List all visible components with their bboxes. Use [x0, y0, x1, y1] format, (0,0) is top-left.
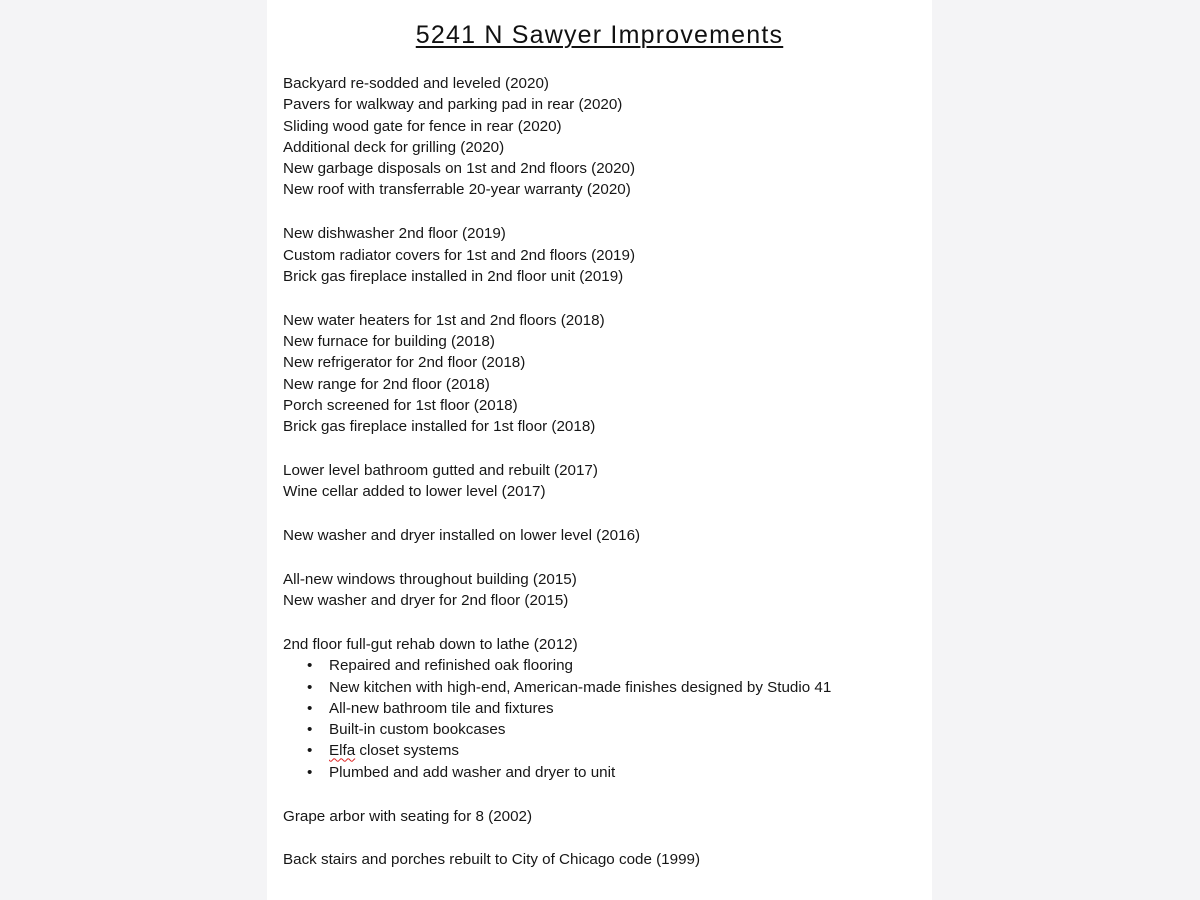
- improvement-item: Custom radiator covers for 1st and 2nd floors (2019): [283, 246, 636, 264]
- bullet-icon: •: [307, 763, 313, 781]
- improvement-item: New roof with transferrable 20-year warranty (2020): [283, 181, 631, 199]
- sub-bullet-item: [283, 719, 932, 740]
- improvement-item: New furnace for building (2018): [283, 332, 495, 350]
- sub-bullet-item: [283, 655, 932, 676]
- group-spacer: [283, 287, 932, 310]
- improvement-item: Brick gas fireplace installed for 1st floor (2018): [283, 418, 596, 436]
- improvement-item: New range for 2nd floor (2018): [283, 375, 490, 393]
- group-spacer: [283, 201, 932, 224]
- spellcheck-flagged-word[interactable]: Elfa: [329, 742, 356, 760]
- improvement-item: New dishwasher 2nd floor (2019): [283, 225, 506, 243]
- improvement-item: Brick gas fireplace installed in 2nd floor unit (2019): [283, 267, 624, 285]
- improvement-item: Back stairs and porches rebuilt to City of Chicago code (1999): [283, 851, 701, 869]
- group-spacer: [283, 546, 932, 569]
- improvement-item: Pavers for walkway and parking pad in rear (2020): [283, 96, 623, 114]
- document-page: [267, 0, 932, 900]
- sub-bullet-item: [283, 740, 932, 761]
- group-spacer: [283, 827, 932, 850]
- group-spacer: [283, 503, 932, 526]
- sub-bullet-item: [283, 762, 932, 783]
- bullet-icon: •: [307, 721, 313, 739]
- improvement-item: New washer and dryer for 2nd floor (2015): [283, 592, 569, 610]
- group-spacer: [283, 611, 932, 634]
- sub-bullet-item: [283, 677, 932, 698]
- improvement-item: Grape arbor with seating for 8 (2002): [283, 807, 533, 825]
- bullet-icon: •: [307, 678, 313, 696]
- sub-bullet-text: Repaired and refinished oak flooring: [329, 657, 574, 675]
- document-title: 5241 N Sawyer Improvements: [415, 21, 784, 49]
- sub-bullet-item: [283, 698, 932, 719]
- improvement-item: New water heaters for 1st and 2nd floors (2018): [283, 311, 605, 329]
- sub-bullet-text: All-new bathroom tile and fixtures: [329, 699, 554, 717]
- improvement-item: Sliding wood gate for fence in rear (2020): [283, 117, 562, 135]
- improvement-item: Backyard re-sodded and leveled (2020): [283, 75, 549, 92]
- improvement-item: New refrigerator for 2nd floor (2018): [283, 354, 526, 372]
- improvement-item: Additional deck for grilling (2020): [283, 138, 505, 156]
- improvement-item: New garbage disposals on 1st and 2nd floors (2020): [283, 160, 636, 178]
- sub-bullet-text: closet systems: [355, 742, 459, 760]
- improvement-item: 2nd floor full-gut rehab down to lathe (2012): [283, 635, 578, 653]
- improvement-item: Wine cellar added to lower level (2017): [283, 483, 546, 501]
- improvement-item: Lower level bathroom gutted and rebuilt (2017): [283, 461, 598, 479]
- bullet-icon: •: [307, 742, 313, 760]
- sub-bullet-text: Built-in custom bookcases: [329, 721, 506, 739]
- improvement-item: All-new windows throughout building (2015): [283, 570, 577, 588]
- improvement-item: Porch screened for 1st floor (2018): [283, 396, 518, 414]
- bullet-icon: •: [307, 699, 313, 717]
- sub-bullet-text: New kitchen with high-end, American-made finishes designed by Studio 41: [329, 678, 832, 696]
- bullet-icon: •: [307, 657, 313, 675]
- improvements-list: [283, 73, 932, 871]
- group-spacer: [283, 783, 932, 806]
- sub-bullet-text: Plumbed and add washer and dryer to unit: [329, 763, 616, 781]
- group-spacer: [283, 437, 932, 460]
- improvement-item: New washer and dryer installed on lower level (2016): [283, 527, 641, 545]
